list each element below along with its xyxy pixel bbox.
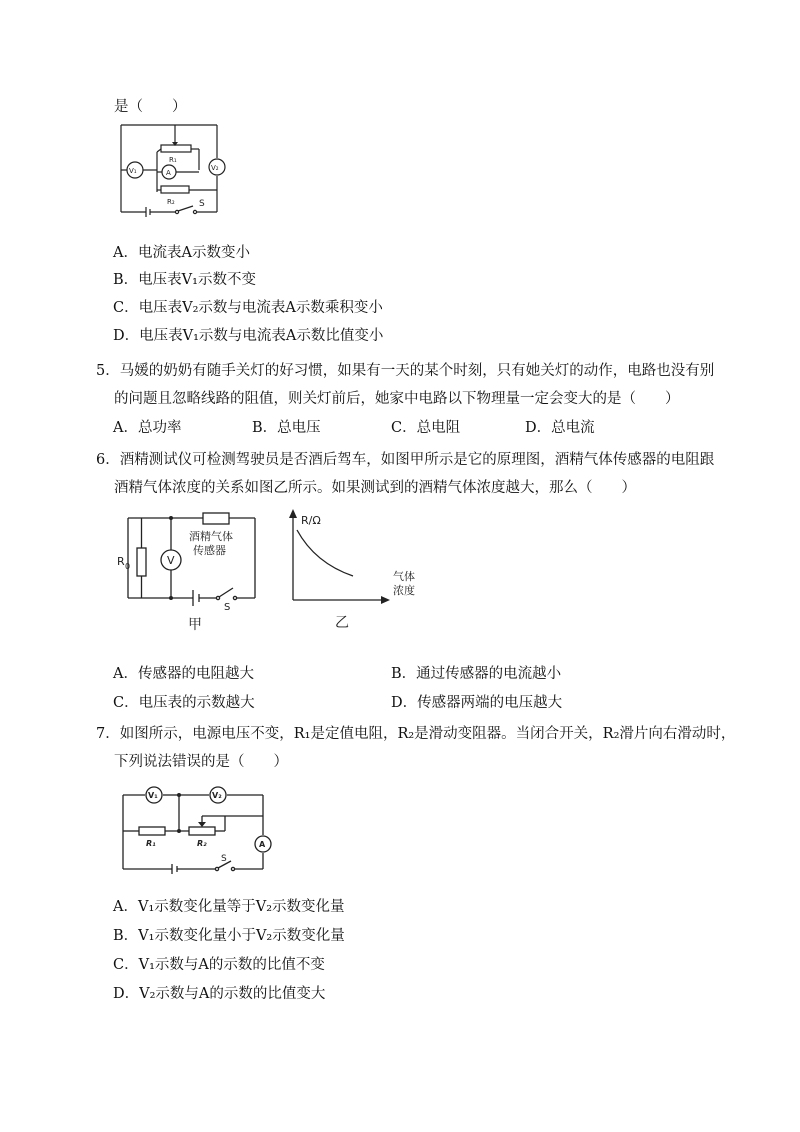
q6-line-2: 酒精气体浓度的关系如图乙所示。如果测试到的酒精气体浓度越大，那么（ ） bbox=[114, 480, 636, 496]
q5-line-2: 的问题且忽略线路的阻值，则关灯前后，她家中电路以下物理量一定会变大的是（ ） bbox=[114, 391, 680, 407]
q4-v2-label: V₂ bbox=[211, 164, 219, 172]
q5-option-d: D．总电流 bbox=[525, 420, 595, 436]
q7-option-c: C．V₁示数与A的示数的比值不变 bbox=[113, 957, 325, 973]
q7-v1-label: V₁ bbox=[148, 791, 158, 800]
q4-circuit-figure bbox=[113, 122, 233, 222]
q6-s-label: S bbox=[224, 602, 231, 613]
q6-x-axis-label-1: 气体 bbox=[393, 570, 415, 583]
q5-option-c: C．总电阻 bbox=[391, 420, 461, 436]
q6-caption-yi: 乙 bbox=[335, 615, 349, 631]
q4-s-label: S bbox=[199, 199, 205, 209]
q6-r0-label: R bbox=[117, 555, 125, 568]
q6-option-b: B．通过传感器的电流越小 bbox=[391, 666, 562, 682]
q7-r1-label: R₁ bbox=[146, 839, 156, 848]
q5-option-b: B．总电压 bbox=[252, 420, 321, 436]
q4-stem-tail: 是（ ） bbox=[114, 99, 187, 115]
q4-option-b: B．电压表V₁示数不变 bbox=[113, 272, 256, 288]
q6-sensor-label-1: 酒精气体 bbox=[189, 530, 233, 543]
q7-r2-label: R₂ bbox=[197, 839, 207, 848]
q6-y-axis-label: R/Ω bbox=[301, 514, 321, 527]
q6-figure-jia bbox=[113, 510, 263, 635]
q4-v1-label: V₁ bbox=[129, 167, 137, 175]
q6-option-a: A．传感器的电阻越大 bbox=[113, 666, 254, 682]
q7-line-1: 7．如图所示，电源电压不变，R₁是定值电阻，R₂是滑动变阻器。当闭合开关，R₂滑片向右滑动时， bbox=[96, 726, 736, 742]
q7-a-label: A bbox=[259, 840, 266, 849]
q7-option-a: A．V₁示数变化量等于V₂示数变化量 bbox=[113, 899, 345, 915]
q7-line-2: 下列说法错误的是（ ） bbox=[114, 754, 288, 770]
q6-sensor-label-2: 传感器 bbox=[193, 544, 226, 557]
q4-option-c: C．电压表V₂示数与电流表A示数乘积变小 bbox=[113, 300, 383, 316]
q6-line-1: 6．酒精测试仪可检测驾驶员是否酒后驾车，如图甲所示是它的原理图，酒精气体传感器的电阻跟 bbox=[96, 452, 715, 468]
q6-option-d: D．传感器两端的电压越大 bbox=[391, 695, 563, 711]
q7-v2-label: V₂ bbox=[212, 791, 222, 800]
q4-option-a: A．电流表A示数变小 bbox=[113, 245, 250, 261]
q6-caption-jia: 甲 bbox=[188, 617, 202, 633]
q7-option-d: D．V₂示数与A的示数的比值变大 bbox=[113, 986, 326, 1002]
q6-v-label: V bbox=[167, 554, 175, 567]
q6-option-c: C．电压表的示数越大 bbox=[113, 695, 255, 711]
q6-figure-yi bbox=[285, 508, 425, 633]
q7-circuit-figure bbox=[117, 783, 277, 883]
q7-option-b: B．V₁示数变化量小于V₂示数变化量 bbox=[113, 928, 345, 944]
q6-r0-sub: 0 bbox=[125, 562, 131, 571]
q4-a-label: A bbox=[166, 169, 171, 177]
q5-option-a: A．总功率 bbox=[113, 420, 182, 436]
q4-r1-label: R₁ bbox=[169, 156, 177, 164]
q4-option-d: D．电压表V₁示数与电流表A示数比值变小 bbox=[113, 328, 384, 344]
q6-x-axis-label-2: 浓度 bbox=[393, 584, 415, 597]
q4-r2-label: R₂ bbox=[167, 198, 175, 206]
q5-line-1: 5．马媛的奶奶有随手关灯的好习惯，如果有一天的某个时刻，只有她关灯的动作，电路也没有别 bbox=[96, 363, 715, 379]
q7-s-label: S bbox=[221, 854, 227, 864]
